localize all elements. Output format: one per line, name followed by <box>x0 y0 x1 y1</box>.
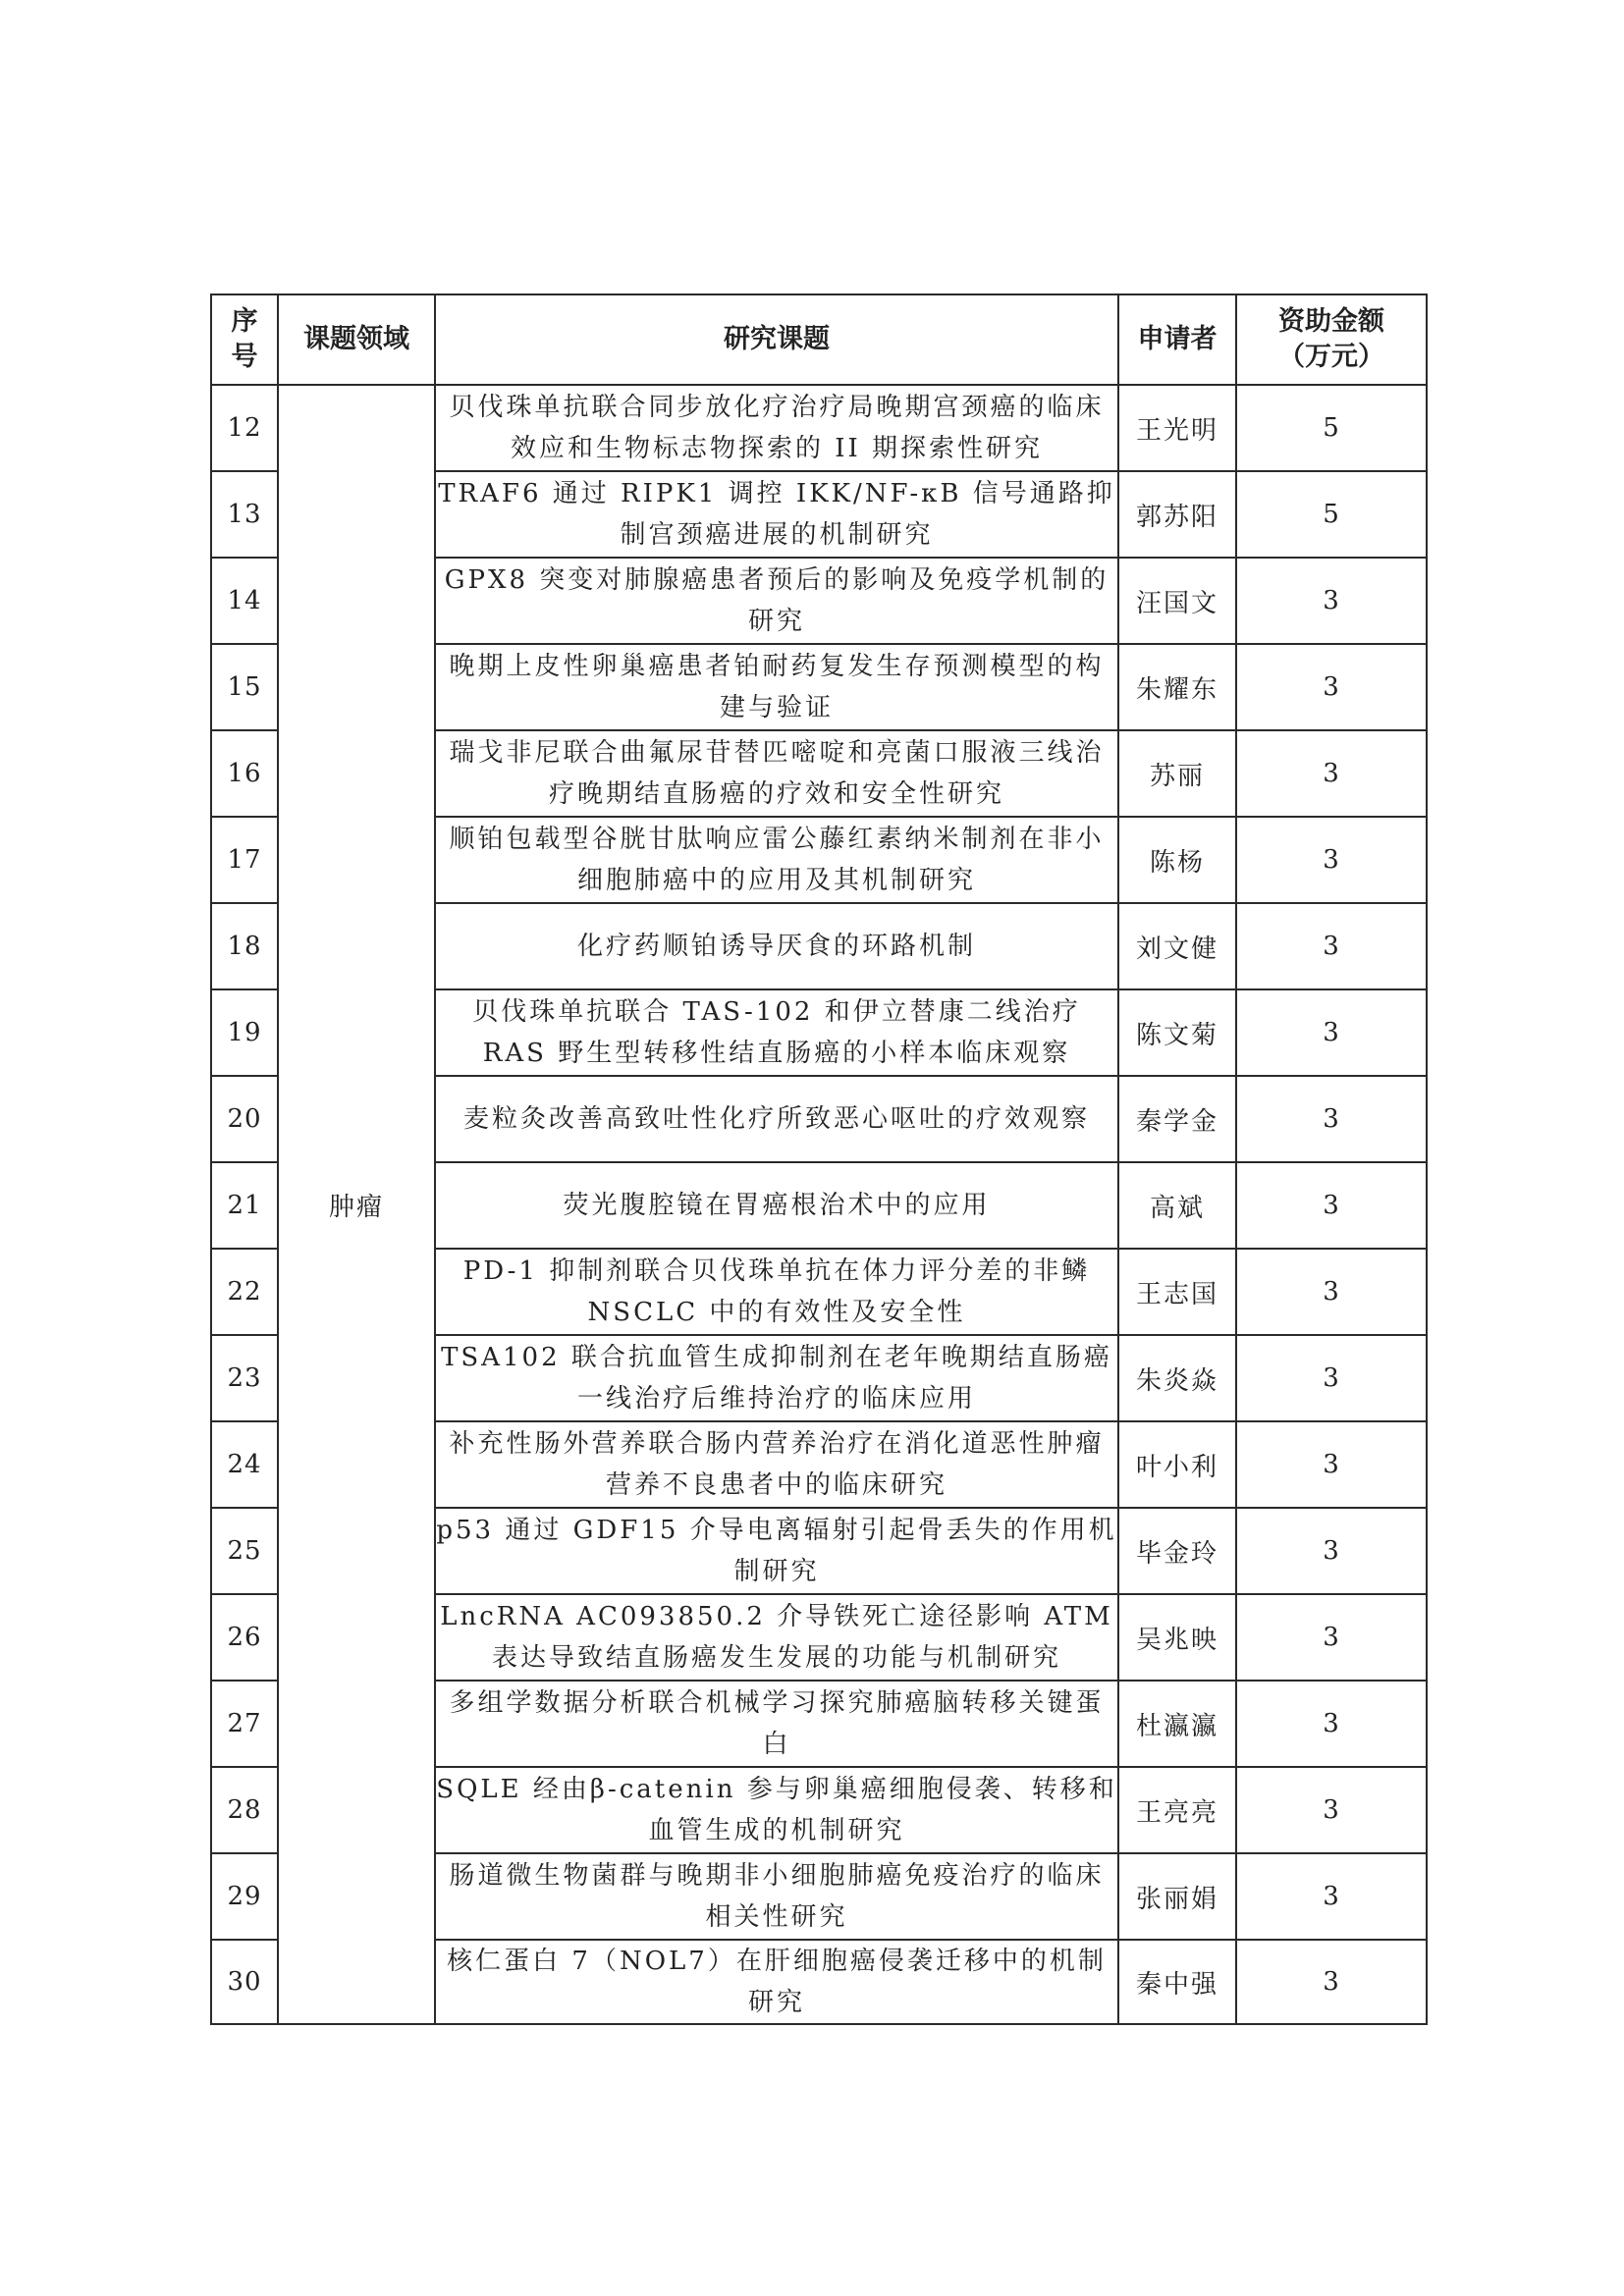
table-body <box>211 385 1427 2024</box>
research-topic: 核仁蛋白 7（NOL7）在肝细胞癌侵袭迁移中的机制研究 <box>435 1940 1118 2024</box>
row-number: 17 <box>211 817 278 903</box>
field-cell: 肿瘤 <box>278 385 435 2024</box>
funding-amount: 3 <box>1236 1249 1427 1335</box>
research-topic: p53 通过 GDF15 介导电离辐射引起骨丢失的作用机制研究 <box>435 1508 1118 1594</box>
row-number: 20 <box>211 1076 278 1162</box>
applicant: 朱耀东 <box>1118 644 1236 730</box>
funding-amount: 3 <box>1236 903 1427 989</box>
applicant: 秦学金 <box>1118 1076 1236 1162</box>
research-topic: TRAF6 通过 RIPK1 调控 IKK/NF-κB 信号通路抑制宫颈癌进展的机制研究 <box>435 471 1118 558</box>
table-row <box>211 385 1427 471</box>
funding-amount: 3 <box>1236 1076 1427 1162</box>
applicant: 高斌 <box>1118 1162 1236 1249</box>
row-number: 13 <box>211 471 278 558</box>
research-topic: 瑞戈非尼联合曲氟尿苷替匹嘧啶和亮菌口服液三线治疗晚期结直肠癌的疗效和安全性研究 <box>435 730 1118 817</box>
row-number: 27 <box>211 1681 278 1767</box>
funding-amount: 3 <box>1236 1335 1427 1421</box>
funding-amount: 3 <box>1236 1421 1427 1508</box>
applicant: 毕金玲 <box>1118 1508 1236 1594</box>
research-topic: 晚期上皮性卵巢癌患者铂耐药复发生存预测模型的构建与验证 <box>435 644 1118 730</box>
research-topic: 麦粒灸改善高致吐性化疗所致恶心呕吐的疗效观察 <box>435 1076 1118 1162</box>
funding-amount: 5 <box>1236 385 1427 471</box>
row-number: 15 <box>211 644 278 730</box>
applicant: 吴兆映 <box>1118 1594 1236 1681</box>
header-no: 序号 <box>211 294 278 385</box>
header-amount-line1: 资助金额 <box>1278 306 1384 337</box>
applicant: 陈杨 <box>1118 817 1236 903</box>
applicant: 刘文健 <box>1118 903 1236 989</box>
research-topic: TSA102 联合抗血管生成抑制剂在老年晚期结直肠癌一线治疗后维持治疗的临床应用 <box>435 1335 1118 1421</box>
funding-amount: 3 <box>1236 817 1427 903</box>
funding-amount: 3 <box>1236 1681 1427 1767</box>
research-topic: PD-1 抑制剂联合贝伐珠单抗在体力评分差的非鳞 NSCLC 中的有效性及安全性 <box>435 1249 1118 1335</box>
applicant: 陈文菊 <box>1118 989 1236 1076</box>
table-header-row <box>211 294 1427 385</box>
row-number: 19 <box>211 989 278 1076</box>
applicant: 苏丽 <box>1118 730 1236 817</box>
funding-amount: 3 <box>1236 1853 1427 1940</box>
header-field: 课题领域 <box>278 294 435 385</box>
research-topic: 荧光腹腔镜在胃癌根治术中的应用 <box>435 1162 1118 1249</box>
row-number: 26 <box>211 1594 278 1681</box>
header-amount-line2: （万元） <box>1278 342 1384 372</box>
funding-amount: 3 <box>1236 644 1427 730</box>
funding-amount: 3 <box>1236 1508 1427 1594</box>
applicant: 郭苏阳 <box>1118 471 1236 558</box>
research-topic: 肠道微生物菌群与晚期非小细胞肺癌免疫治疗的临床相关性研究 <box>435 1853 1118 1940</box>
research-topic: SQLE 经由β-catenin 参与卵巢癌细胞侵袭、转移和血管生成的机制研究 <box>435 1767 1118 1853</box>
research-topic: 贝伐珠单抗联合同步放化疗治疗局晚期宫颈癌的临床效应和生物标志物探索的 II 期探索性研究 <box>435 385 1118 471</box>
research-topic: 化疗药顺铂诱导厌食的环路机制 <box>435 903 1118 989</box>
grant-table <box>210 294 1428 2025</box>
applicant: 杜瀛瀛 <box>1118 1681 1236 1767</box>
applicant: 汪国文 <box>1118 558 1236 644</box>
row-number: 25 <box>211 1508 278 1594</box>
header-applicant: 申请者 <box>1118 294 1236 385</box>
research-topic: 贝伐珠单抗联合 TAS-102 和伊立替康二线治疗 RAS 野生型转移性结直肠癌的小样本临床观察 <box>435 989 1118 1076</box>
applicant: 王志国 <box>1118 1249 1236 1335</box>
row-number: 16 <box>211 730 278 817</box>
funding-amount: 3 <box>1236 989 1427 1076</box>
applicant: 张丽娟 <box>1118 1853 1236 1940</box>
row-number: 22 <box>211 1249 278 1335</box>
funding-amount: 3 <box>1236 1940 1427 2024</box>
row-number: 14 <box>211 558 278 644</box>
row-number: 12 <box>211 385 278 471</box>
row-number: 30 <box>211 1940 278 2024</box>
applicant: 秦中强 <box>1118 1940 1236 2024</box>
funding-amount: 3 <box>1236 1162 1427 1249</box>
research-topic: 多组学数据分析联合机械学习探究肺癌脑转移关键蛋白 <box>435 1681 1118 1767</box>
research-topic: 补充性肠外营养联合肠内营养治疗在消化道恶性肿瘤营养不良患者中的临床研究 <box>435 1421 1118 1508</box>
funding-amount: 5 <box>1236 471 1427 558</box>
row-number: 23 <box>211 1335 278 1421</box>
applicant: 朱炎焱 <box>1118 1335 1236 1421</box>
research-topic: LncRNA AC093850.2 介导铁死亡途径影响 ATM 表达导致结直肠癌发生发展的功能与机制研究 <box>435 1594 1118 1681</box>
row-number: 29 <box>211 1853 278 1940</box>
row-number: 18 <box>211 903 278 989</box>
funding-amount: 3 <box>1236 1767 1427 1853</box>
funding-amount: 3 <box>1236 558 1427 644</box>
header-topic: 研究课题 <box>435 294 1118 385</box>
header-amount <box>1236 294 1427 385</box>
funding-amount: 3 <box>1236 1594 1427 1681</box>
applicant: 王光明 <box>1118 385 1236 471</box>
research-topic: 顺铂包载型谷胱甘肽响应雷公藤红素纳米制剂在非小细胞肺癌中的应用及其机制研究 <box>435 817 1118 903</box>
funding-amount: 3 <box>1236 730 1427 817</box>
research-topic: GPX8 突变对肺腺癌患者预后的影响及免疫学机制的研究 <box>435 558 1118 644</box>
row-number: 21 <box>211 1162 278 1249</box>
applicant: 叶小利 <box>1118 1421 1236 1508</box>
applicant: 王亮亮 <box>1118 1767 1236 1853</box>
row-number: 24 <box>211 1421 278 1508</box>
row-number: 28 <box>211 1767 278 1853</box>
